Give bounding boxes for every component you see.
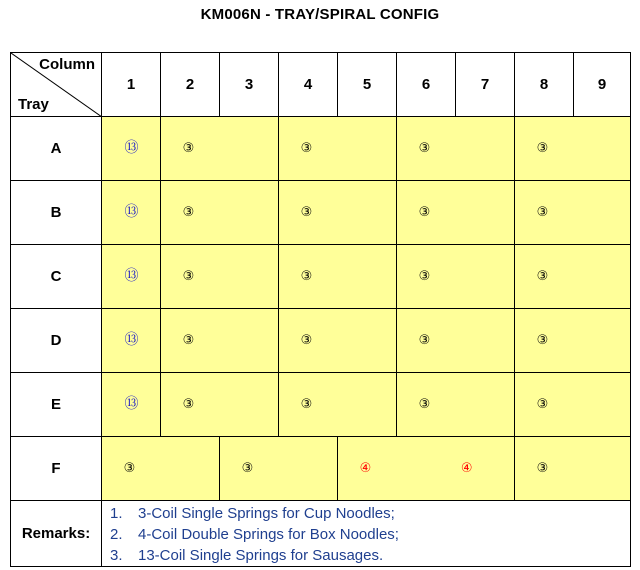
slot-cell — [161, 117, 279, 181]
remark-item — [102, 503, 630, 524]
column-header: 9 — [574, 53, 631, 117]
spiral-3-marker: ③ — [418, 268, 431, 284]
slot-cell — [515, 437, 631, 501]
column-header: 8 — [515, 53, 574, 117]
remarks-row — [11, 501, 631, 567]
remark-text: 3-Coil Single Springs for Cup Noodles; — [138, 505, 395, 522]
spiral-3-marker: ③ — [123, 460, 136, 476]
tray-label: F — [11, 437, 102, 501]
slot-cell — [102, 373, 161, 437]
corner-header — [11, 53, 102, 117]
slot-cell — [161, 309, 279, 373]
slot-cell — [102, 181, 161, 245]
column-header: 1 — [102, 53, 161, 117]
spiral-13-marker: ⑬ — [124, 203, 138, 220]
spiral-3-marker: ③ — [241, 460, 254, 476]
tray-config-table — [10, 52, 631, 567]
slot-cell — [102, 117, 161, 181]
tray-row — [11, 437, 631, 501]
spiral-3-marker: ③ — [418, 332, 431, 348]
spiral-3-marker: ③ — [182, 140, 195, 156]
slot-cell — [161, 245, 279, 309]
tray-label: D — [11, 309, 102, 373]
spiral-3-marker: ③ — [536, 140, 549, 156]
tray-axis-label: Tray — [18, 96, 49, 113]
tray-row — [11, 373, 631, 437]
header-row — [11, 53, 631, 117]
slot-cell — [397, 309, 515, 373]
remark-item — [102, 524, 630, 545]
tray-label: B — [11, 181, 102, 245]
slot-cell — [279, 181, 397, 245]
slot-cell — [515, 309, 631, 373]
spiral-4-marker: ④ — [460, 460, 473, 476]
spiral-3-marker: ③ — [536, 332, 549, 348]
spiral-13-marker: ⑬ — [124, 139, 138, 156]
spiral-13-marker: ⑬ — [124, 395, 138, 412]
slot-cell — [279, 309, 397, 373]
slot-cell — [279, 245, 397, 309]
remark-number: 2. — [110, 526, 123, 543]
slot-cell — [102, 245, 161, 309]
slot-cell — [515, 181, 631, 245]
slot-cell — [397, 117, 515, 181]
spiral-3-marker: ③ — [418, 204, 431, 220]
remark-text: 13-Coil Single Springs for Sausages. — [138, 547, 384, 564]
slot-cell — [397, 181, 515, 245]
spiral-3-marker: ③ — [300, 332, 313, 348]
spiral-3-marker: ③ — [536, 268, 549, 284]
spiral-13-marker: ⑬ — [124, 267, 138, 284]
slot-cell — [102, 437, 220, 501]
column-header: 3 — [220, 53, 279, 117]
spiral-3-marker: ③ — [182, 268, 195, 284]
column-header: 6 — [397, 53, 456, 117]
tray-label: A — [11, 117, 102, 181]
column-header: 4 — [279, 53, 338, 117]
spiral-3-marker: ③ — [182, 396, 195, 412]
remark-text: 4-Coil Double Springs for Box Noodles; — [138, 526, 399, 543]
spiral-3-marker: ③ — [300, 204, 313, 220]
spiral-4-marker: ④ — [359, 460, 372, 476]
column-axis-label: Column — [39, 56, 95, 73]
column-header: 5 — [338, 53, 397, 117]
spiral-3-marker: ③ — [536, 396, 549, 412]
column-header: 2 — [161, 53, 220, 117]
tray-label: C — [11, 245, 102, 309]
slot-cell — [397, 245, 515, 309]
slot-cell — [220, 437, 338, 501]
tray-label: E — [11, 373, 102, 437]
tray-row — [11, 117, 631, 181]
spiral-3-marker: ③ — [300, 268, 313, 284]
spiral-3-marker: ③ — [300, 396, 313, 412]
column-header: 7 — [456, 53, 515, 117]
slot-cell — [161, 373, 279, 437]
slot-cell — [397, 373, 515, 437]
slot-cell — [338, 437, 515, 501]
remark-item — [102, 545, 630, 566]
remarks-label: Remarks: — [11, 501, 102, 567]
slot-cell — [515, 245, 631, 309]
tray-row — [11, 181, 631, 245]
tray-row — [11, 309, 631, 373]
slot-cell — [279, 373, 397, 437]
tray-row — [11, 245, 631, 309]
remark-number: 1. — [110, 505, 123, 522]
spiral-13-marker: ⑬ — [124, 331, 138, 348]
spiral-3-marker: ③ — [418, 396, 431, 412]
spiral-3-marker: ③ — [418, 140, 431, 156]
spiral-3-marker: ③ — [182, 332, 195, 348]
spiral-3-marker: ③ — [536, 204, 549, 220]
spiral-3-marker: ③ — [182, 204, 195, 220]
slot-cell — [161, 181, 279, 245]
remark-number: 3. — [110, 547, 123, 564]
slot-cell — [279, 117, 397, 181]
spiral-3-marker: ③ — [300, 140, 313, 156]
slot-cell — [515, 373, 631, 437]
remarks-list — [102, 501, 631, 567]
slot-cell — [102, 309, 161, 373]
slot-cell — [515, 117, 631, 181]
page-title: KM006N - TRAY/SPIRAL CONFIG — [200, 6, 440, 23]
spiral-3-marker: ③ — [536, 460, 549, 476]
